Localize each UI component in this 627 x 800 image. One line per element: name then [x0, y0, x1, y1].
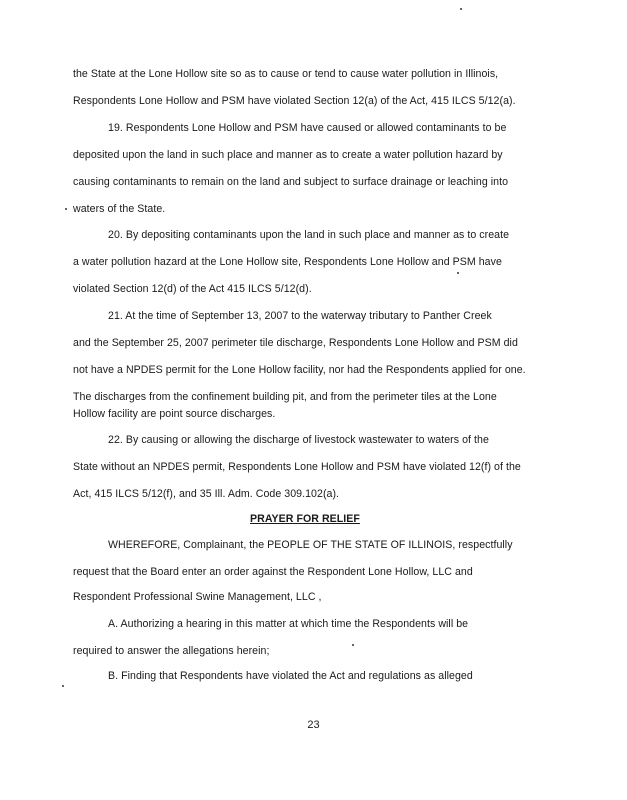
paragraph-20: 20. By depositing contaminants upon the land in such place and manner as to create [108, 229, 510, 241]
scan-speck [352, 644, 354, 646]
text-line: causing contaminants to remain on the land and subject to surface drainage or leaching into [73, 176, 509, 188]
section-heading: PRAYER FOR RELIEF [250, 513, 360, 525]
paragraph-21: 21. At the time of September 13, 2007 to the waterway tributary to Panther Creek [108, 310, 492, 322]
paragraph-19: 19. Respondents Lone Hollow and PSM have caused or allowed contaminants to be [108, 122, 507, 134]
text-line: not have a NPDES permit for the Lone Hollow facility, nor had the Respondents applied for one. [73, 364, 526, 376]
text-line: a water pollution hazard at the Lone Hollow site, Respondents Lone Hollow and PSM have [73, 256, 502, 268]
page-number: 23 [307, 719, 320, 731]
text-line: deposited upon the land in such place and manner as to create a water pollution hazard by [73, 149, 503, 161]
text-line: The discharges from the confinement building pit, and from the perimeter tiles at the Lone [73, 391, 497, 403]
paragraph-22: 22. By causing or allowing the discharge of livestock wastewater to waters of the [108, 434, 489, 446]
text-line: Hollow facility are point source discharges. [73, 408, 276, 420]
text-line: the State at the Lone Hollow site so as to cause or tend to cause water pollution in Illinois, [73, 68, 499, 80]
text-line: violated Section 12(d) of the Act 415 ILCS 5/12(d). [73, 283, 312, 295]
scan-speck [460, 8, 462, 10]
scan-speck [457, 272, 459, 274]
text-line: and the September 25, 2007 perimeter tile discharge, Respondents Lone Hollow and PSM did [73, 337, 518, 349]
relief-item-b: B. Finding that Respondents have violated the Act and regulations as alleged [108, 670, 473, 682]
text-line: Respondent Professional Swine Management, LLC , [73, 591, 322, 603]
wherefore-paragraph: WHEREFORE, Complainant, the PEOPLE OF THE STATE OF ILLINOIS, respectfully [108, 539, 513, 551]
text-line: State without an NPDES permit, Respondents Lone Hollow and PSM have violated 12(f) of the [73, 461, 521, 473]
text-line: required to answer the allegations herein; [73, 645, 270, 657]
scan-speck [65, 208, 67, 210]
text-line: waters of the State. [73, 203, 166, 215]
text-line: Act, 415 ILCS 5/12(f), and 35 Ill. Adm. Code 309.102(a). [73, 488, 340, 500]
scan-speck [62, 685, 64, 687]
text-line: request that the Board enter an order against the Respondent Lone Hollow, LLC and [73, 566, 473, 578]
text-line: Respondents Lone Hollow and PSM have violated Section 12(a) of the Act, 415 ILCS 5/12(a). [73, 95, 516, 107]
relief-item-a: A. Authorizing a hearing in this matter at which time the Respondents will be [108, 618, 469, 630]
